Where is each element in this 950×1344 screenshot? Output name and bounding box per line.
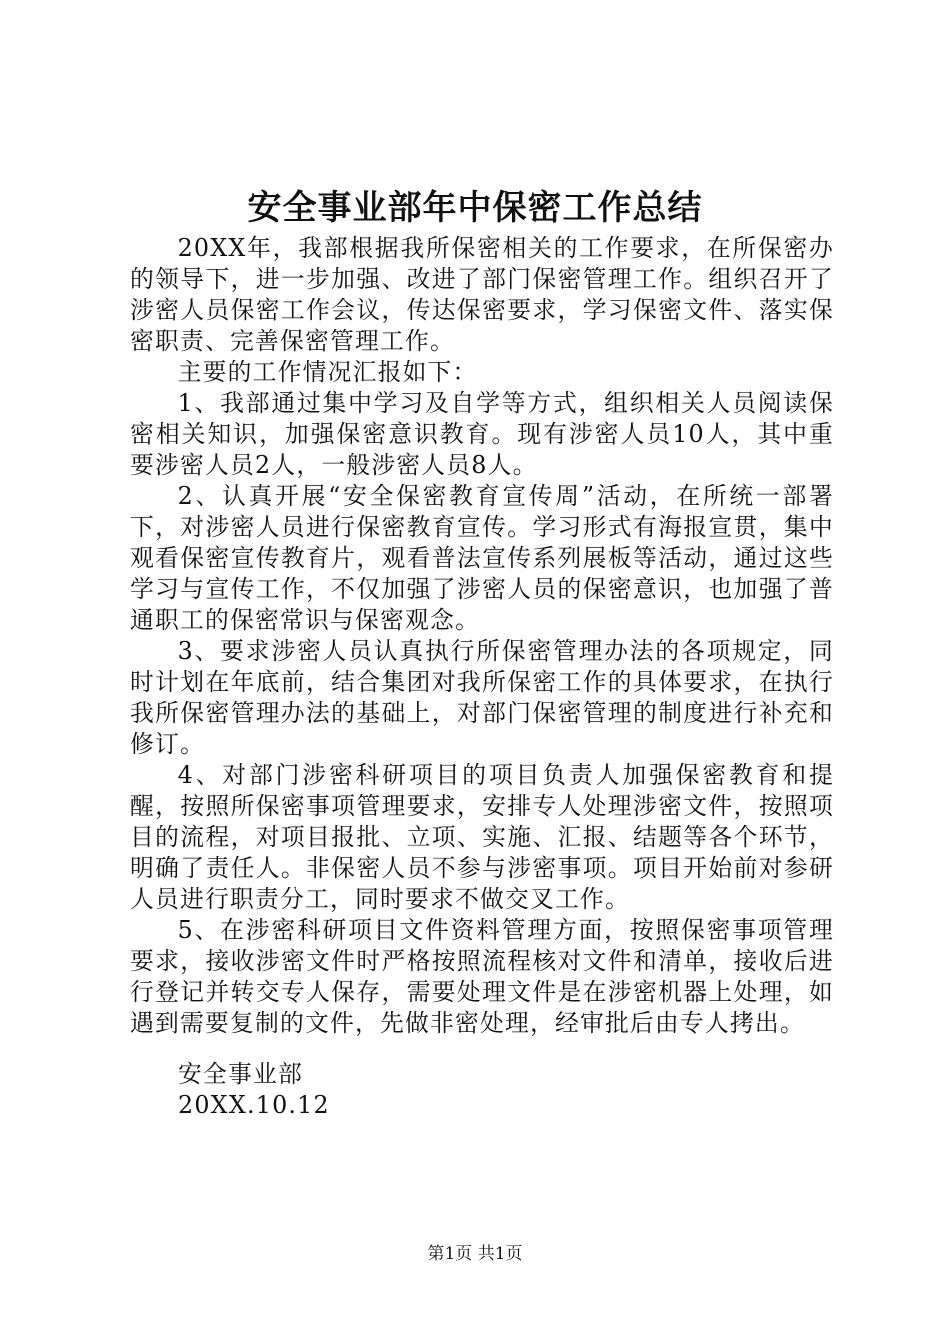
paragraph-summary-lead: 主要的工作情况汇报如下： xyxy=(177,358,478,386)
document-body xyxy=(130,233,834,1039)
paragraph-item-5: 5、在涉密科研项目文件资料管理方面，按照保密事项管理要求，接收涉密文件时严格按照流程核对文件和清单，接收后进行登记并转交专人保存，需要处理文件是在涉密机器上处理，如遇到需要复制的文件，先做非密处理，经审批后由专人拷出。 xyxy=(130,916,834,1037)
paragraph-item-3: 3、要求涉密人员认真执行所保密管理办法的各项规定，同时计划在年底前，结合集团对我所保密工作的具体要求，在执行我所保密管理办法的基础上，对部门保密管理的制度进行补充和修订。 xyxy=(130,637,834,758)
document-title: 安全事业部年中保密工作总结 xyxy=(247,188,703,228)
paragraph-item-2: 2、认真开展“安全保密教育宣传周”活动，在所统一部署下，对涉密人员进行保密教育宣传。学习形式有海报宣贯，集中观看保密宣传教育片，观看普法宣传系列展板等活动，通过这些学习与宣传工作，不仅加强了涉密人员的保密意识，也加强了普通职工的保密常识与保密观念。 xyxy=(130,482,834,634)
paragraph-item-4: 4、对部门涉密科研项目的项目负责人加强保密教育和提醒，按照所保密事项管理要求，安排专人处理涉密文件，按照项目的流程，对项目报批、立项、实施、汇报、结题等各个环节，明确了责任人。非保密人员不参与涉密事项。项目开始前对参研人员进行职责分工，同时要求不做交叉工作。 xyxy=(130,761,834,913)
paragraph-item-1: 1、我部通过集中学习及自学等方式，组织相关人员阅读保密相关知识，加强保密意识教育。现有涉密人员10人，其中重要涉密人员2人，一般涉密人员8人。 xyxy=(130,389,834,479)
signature-block xyxy=(178,1059,330,1121)
signature-date: 20XX.10.12 xyxy=(178,1091,330,1119)
paragraph-intro: 20XX年，我部根据我所保密相关的工作要求，在所保密办的领导下，进一步加强、改进了部门保密管理工作。组织召开了涉密人员保密工作会议，传达保密要求，学习保密文件、落实保密职责、完善保密管理工作。 xyxy=(130,234,834,355)
signature-department: 安全事业部 xyxy=(178,1060,303,1088)
page-footer: 第1页 共1页 xyxy=(427,1244,523,1264)
